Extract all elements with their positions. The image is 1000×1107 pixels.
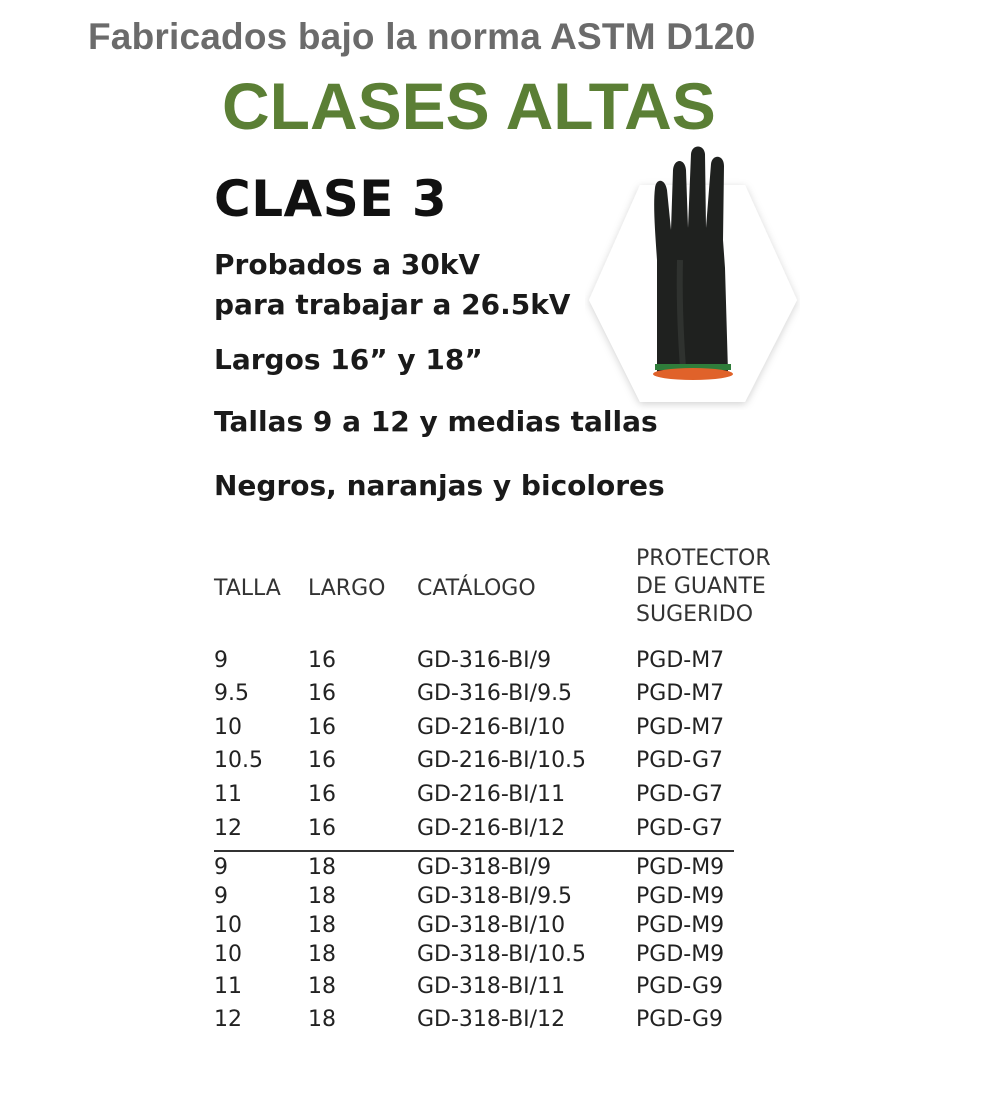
rubber-glove-icon [585, 140, 800, 410]
cell-talla: 10 [214, 942, 242, 967]
glove-image [585, 140, 800, 410]
cell-protector: PGD-M9 [636, 913, 725, 938]
cell-catalogo: GD-318-BI/10 [417, 913, 566, 938]
table-row [214, 648, 814, 678]
cell-protector: PGD-M9 [636, 855, 725, 880]
cell-talla: 11 [214, 782, 242, 807]
clase-title: CLASE 3 [214, 170, 448, 228]
cell-largo: 18 [308, 913, 336, 938]
cell-largo: 18 [308, 884, 336, 909]
norma-heading: Fabricados bajo la norma ASTM D120 [88, 16, 756, 57]
cell-largo: 16 [308, 715, 336, 740]
header-protector [636, 545, 771, 629]
spec-tested: Probados a 30kV [214, 248, 481, 281]
cell-largo: 18 [308, 855, 336, 880]
header-talla: TALLA [214, 576, 281, 601]
header-protector-line2: DE GUANTE [636, 574, 766, 599]
cell-catalogo: GD-316-BI/9 [417, 648, 552, 673]
glove-highlight [680, 260, 683, 368]
cell-talla: 11 [214, 974, 242, 999]
cell-protector: PGD-G7 [636, 782, 724, 807]
table-row [214, 974, 814, 1004]
table-row [214, 715, 814, 745]
cell-catalogo: GD-318-BI/12 [417, 1007, 566, 1032]
header-catalogo: CATÁLOGO [417, 576, 536, 601]
spec-lengths: Largos 16” y 18” [214, 343, 483, 376]
header-largo: LARGO [308, 576, 386, 601]
table-row [214, 855, 814, 885]
header-protector-line3: SUGERIDO [636, 602, 754, 627]
header-protector-line1: PROTECTOR [636, 546, 771, 571]
table-row [214, 681, 814, 711]
cell-talla: 10.5 [214, 748, 263, 773]
table-row [214, 942, 814, 972]
cell-protector: PGD-M7 [636, 648, 725, 673]
cell-catalogo: GD-318-BI/11 [417, 974, 566, 999]
cell-talla: 12 [214, 816, 242, 841]
cell-talla: 10 [214, 913, 242, 938]
cell-protector: PGD-G9 [636, 1007, 724, 1032]
cell-largo: 18 [308, 1007, 336, 1032]
cell-largo: 16 [308, 816, 336, 841]
cell-talla: 12 [214, 1007, 242, 1032]
table-row [214, 748, 814, 778]
cell-largo: 16 [308, 648, 336, 673]
cell-catalogo: GD-318-BI/9 [417, 855, 552, 880]
cell-catalogo: GD-216-BI/11 [417, 782, 566, 807]
cell-catalogo: GD-216-BI/10 [417, 715, 566, 740]
glove-body [654, 147, 728, 373]
cell-protector: PGD-M9 [636, 884, 725, 909]
spec-sizes: Tallas 9 a 12 y medias tallas [214, 405, 658, 438]
cell-protector: PGD-M7 [636, 715, 725, 740]
cell-protector: PGD-M9 [636, 942, 725, 967]
table-row [214, 884, 814, 914]
spec-colors: Negros, naranjas y bicolores [214, 469, 665, 502]
spec-work-voltage: para trabajar a 26.5kV [214, 288, 571, 321]
cell-catalogo: GD-216-BI/10.5 [417, 748, 587, 773]
group-divider [214, 850, 734, 852]
cell-catalogo: GD-318-BI/9.5 [417, 884, 573, 909]
table-row [214, 913, 814, 943]
cell-largo: 16 [308, 782, 336, 807]
cell-talla: 9 [214, 648, 228, 673]
cell-catalogo: GD-216-BI/12 [417, 816, 566, 841]
cell-protector: PGD-G7 [636, 816, 724, 841]
cell-talla: 9.5 [214, 681, 249, 706]
table-row [214, 782, 814, 812]
cell-largo: 18 [308, 974, 336, 999]
cell-largo: 16 [308, 681, 336, 706]
cell-protector: PGD-M7 [636, 681, 725, 706]
cell-catalogo: GD-316-BI/9.5 [417, 681, 573, 706]
table-row [214, 1007, 814, 1037]
cell-protector: PGD-G9 [636, 974, 724, 999]
cell-talla: 10 [214, 715, 242, 740]
cell-protector: PGD-G7 [636, 748, 724, 773]
cell-largo: 18 [308, 942, 336, 967]
clases-altas-heading: CLASES ALTAS [222, 69, 716, 143]
cell-catalogo: GD-318-BI/10.5 [417, 942, 587, 967]
cell-talla: 9 [214, 855, 228, 880]
cell-largo: 16 [308, 748, 336, 773]
cell-talla: 9 [214, 884, 228, 909]
table-row [214, 816, 814, 846]
glove-cuff-orange [653, 368, 733, 380]
